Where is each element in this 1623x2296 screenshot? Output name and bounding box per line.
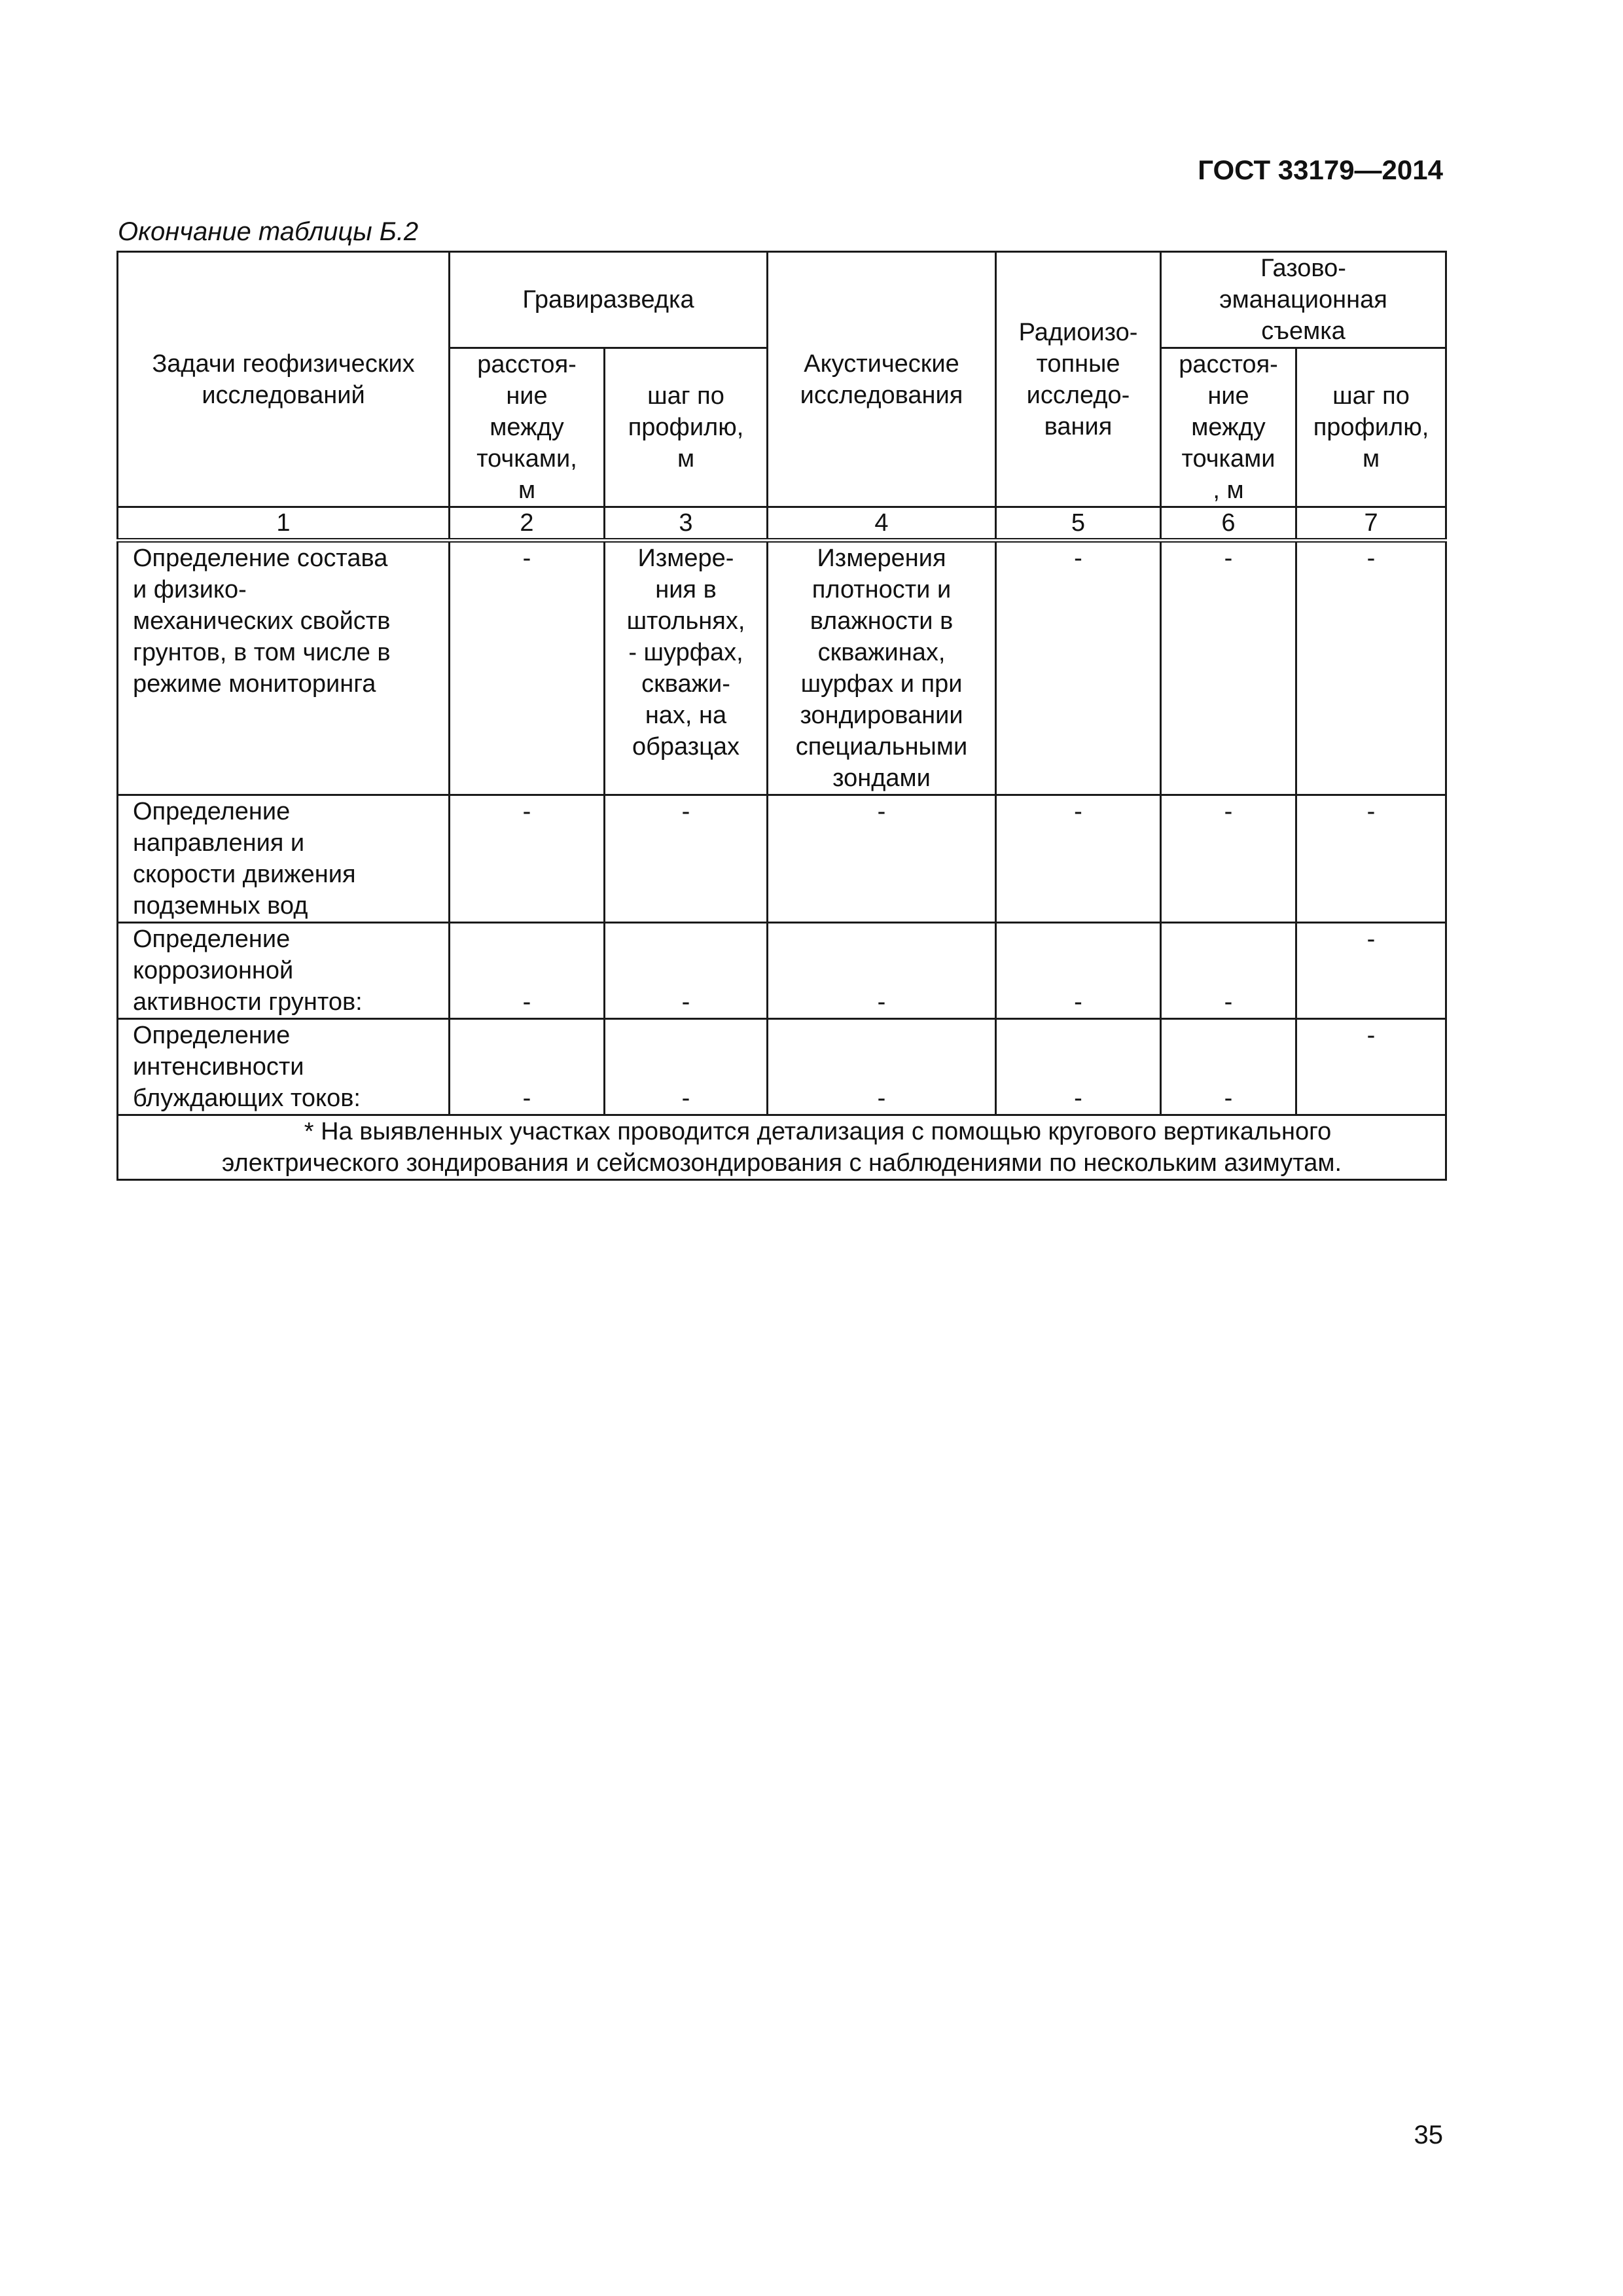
task-cell: [118, 1019, 450, 1115]
value-cell: [768, 541, 996, 795]
value-cell: -: [450, 795, 605, 923]
header-line: шаг по: [1332, 382, 1410, 410]
table-caption: Окончание таблицы Б.2: [118, 217, 419, 246]
table-row: [118, 1019, 1446, 1115]
value-cell: -: [1161, 1019, 1296, 1115]
value-line: специальными: [795, 733, 968, 761]
footnote-line: электрического зондирования и сейсмозондирования с наблюдениями по нескольким азимутам.: [221, 1149, 1342, 1177]
header-acoustic-line: Акустические: [804, 350, 959, 378]
value-cell: -: [996, 1019, 1161, 1115]
value-cell: -: [1296, 795, 1446, 923]
task-line: и физико-: [133, 576, 247, 603]
task-line: Определение: [133, 798, 291, 825]
header-line: , м: [1213, 476, 1244, 504]
header-gas-line: Газово-: [1260, 255, 1346, 282]
header-tasks: [118, 252, 450, 507]
header-gas-emanation: [1161, 252, 1446, 348]
header-tasks-line: Задачи геофизических: [152, 350, 415, 378]
header-line: ние: [506, 382, 548, 410]
task-line: Определение: [133, 925, 291, 953]
column-number: 1: [118, 507, 450, 541]
value-cell: -: [1161, 923, 1296, 1019]
task-line: направления и: [133, 829, 305, 857]
value-line: скважи-: [641, 670, 730, 698]
value-cell: -: [1296, 541, 1446, 795]
task-cell: [118, 923, 450, 1019]
header-radio-line: Радиоизо-: [1018, 318, 1138, 346]
geophysics-table: [116, 251, 1447, 1181]
task-line: активности грунтов:: [133, 988, 363, 1016]
value-line: - шурфах,: [628, 639, 743, 666]
task-line: скорости движения: [133, 861, 356, 888]
header-line: профилю,: [1313, 414, 1429, 441]
header-line: м: [518, 476, 536, 504]
header-line: точками,: [476, 445, 577, 473]
value-line: штольнях,: [626, 607, 745, 635]
header-line: расстоя-: [477, 351, 577, 378]
header-radioisotope: [996, 252, 1161, 507]
value-cell: [605, 541, 768, 795]
value-line: шурфах и при: [800, 670, 963, 698]
header-gas-line: эманационная: [1219, 286, 1387, 314]
task-line: подземных вод: [133, 892, 308, 920]
header-gas-line: съемка: [1261, 317, 1346, 345]
header-line: точками: [1181, 445, 1275, 473]
header-line: шаг по: [647, 382, 724, 410]
header-radio-line: топные: [1036, 350, 1120, 378]
header-gas-distance: [1161, 348, 1296, 507]
value-line: скважинах,: [817, 639, 946, 666]
table-row: [118, 541, 1446, 795]
value-cell: -: [605, 1019, 768, 1115]
value-line: нах, на: [645, 702, 727, 729]
header-tasks-line: исследований: [202, 381, 365, 409]
table-footnote-row: [118, 1115, 1446, 1180]
header-line: профилю,: [628, 414, 744, 441]
value-cell: -: [768, 1019, 996, 1115]
value-line: ния в: [655, 576, 717, 603]
header-gravity: Гравиразведка: [450, 252, 768, 348]
value-cell: -: [1296, 1019, 1446, 1115]
value-line: влажности в: [810, 607, 954, 635]
value-cell: -: [450, 1019, 605, 1115]
column-number: 6: [1161, 507, 1296, 541]
header-line: между: [490, 414, 564, 441]
value-cell: -: [1296, 923, 1446, 1019]
value-cell: -: [1161, 541, 1296, 795]
column-number: 4: [768, 507, 996, 541]
value-line: Измерения: [817, 545, 946, 572]
column-number: 3: [605, 507, 768, 541]
value-cell: -: [605, 923, 768, 1019]
header-gas-step: [1296, 348, 1446, 507]
value-cell: -: [450, 923, 605, 1019]
task-cell: [118, 795, 450, 923]
value-cell: -: [450, 541, 605, 795]
task-line: Определение состава: [133, 545, 388, 572]
value-cell: -: [996, 923, 1161, 1019]
header-gravity-step: [605, 348, 768, 507]
task-line: коррозионной: [133, 957, 294, 984]
column-number: 5: [996, 507, 1161, 541]
column-number: 2: [450, 507, 605, 541]
value-cell: -: [605, 795, 768, 923]
table-row: [118, 923, 1446, 1019]
task-line: интенсивности: [133, 1053, 304, 1081]
task-cell: [118, 541, 450, 795]
header-line: м: [1362, 445, 1380, 473]
task-line: механических свойств: [133, 607, 391, 635]
header-gravity-distance: [450, 348, 605, 507]
value-line: Измере-: [637, 545, 734, 572]
value-line: плотности и: [812, 576, 952, 603]
header-line: между: [1191, 414, 1266, 441]
value-line: образцах: [632, 733, 740, 761]
value-cell: -: [768, 923, 996, 1019]
table-row: [118, 795, 1446, 923]
document-code: ГОСТ 33179—2014: [1198, 154, 1443, 185]
table-footnote: [118, 1115, 1446, 1180]
header-radio-line: исследо-: [1026, 381, 1130, 409]
value-cell: -: [768, 795, 996, 923]
footnote-line: * На выявленных участках проводится детализация с помощью кругового вертикального: [304, 1118, 1332, 1145]
task-line: грунтов, в том числе в: [133, 639, 391, 666]
task-line: блуждающих токов:: [133, 1085, 361, 1112]
header-acoustic: [768, 252, 996, 507]
header-line: м: [677, 445, 695, 473]
header-line: расстоя-: [1179, 351, 1278, 378]
value-line: зондами: [832, 764, 931, 792]
value-cell: -: [996, 795, 1161, 923]
header-acoustic-line: исследования: [800, 381, 963, 409]
header-line: ние: [1207, 382, 1249, 410]
page-number: 35: [1414, 2121, 1443, 2149]
task-line: Определение: [133, 1022, 291, 1049]
value-line: зондировании: [800, 702, 963, 729]
task-line: режиме мониторинга: [133, 670, 376, 698]
value-cell: -: [996, 541, 1161, 795]
column-number: 7: [1296, 507, 1446, 541]
value-cell: -: [1161, 795, 1296, 923]
header-radio-line: вания: [1044, 412, 1113, 440]
